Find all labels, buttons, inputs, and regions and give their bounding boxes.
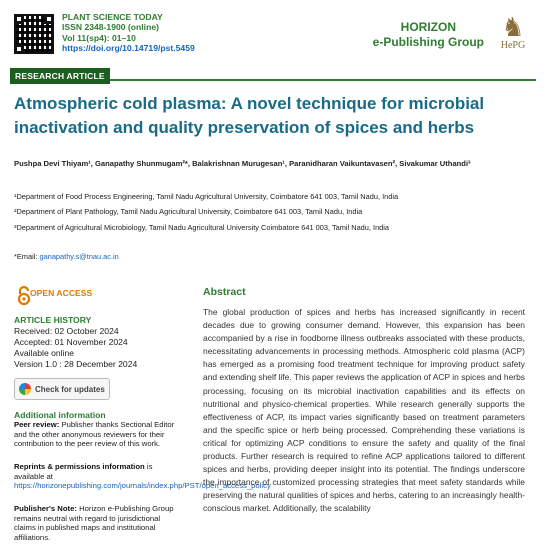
reprints-link[interactable]: https://horizonepublishing.com/journals/index.php/PST/open_access_policy: [14, 481, 271, 491]
qr-code: [14, 14, 54, 54]
author-list: Pushpa Devi Thiyam¹, Ganapathy Shunmugam²*, Balakrishnan Murugesan¹, Paranidharan Vaikuntavasen², Sivakumar Uthandi³: [14, 159, 471, 168]
crossmark-icon: [19, 383, 31, 395]
affiliation-2: ²Department of Plant Pathology, Tamil Nadu Agricultural University, Coimbatore 641 003, Tamil Nadu, India: [14, 207, 363, 216]
article-type-badge: RESEARCH ARTICLE: [10, 68, 110, 84]
abstract-body: The global production of spices and herbs has increased significantly in recent decades due to growing consumer demand. However, this expansion has been accompanied by a rise in foodborne illness outbreaks associated with these products, necessitating advancements in processing methods. Atmospheric cold plasma (ACP) has emerged as a promising food treatment technique for improving product safety and extending shelf life. This paper reviews the application of ACP in spices and herbs processing, focusing on its microbial inactivation capabilities and its effects on nutritional and physico-chemical properties. While research generally supports the effectiveness of ACP, its impact varies significantly based on treatment parameters and the specific spice or herb being processed. Comprehending these variations is critical for optimizing ACP conditions to ensure the safety and quality of the final products. Further research is required to refine ACP applications tailored to different spices and herbs, providing deeper insight into its potential. The findings underscore the importance of customized processing strategies that meet safety standards while preserving the natural qualities of spices and herbs, catering to an increasingly health-conscious market. Additionally, the scalability: [203, 307, 525, 514]
publisher-note-label: Publisher's Note:: [14, 504, 77, 513]
reprints-note: [14, 462, 271, 491]
abstract-heading: Abstract: [203, 286, 246, 298]
received-date: Received: 02 October 2024: [14, 326, 119, 336]
publisher-note: [14, 504, 184, 542]
publisher-note-text: Horizon e-Publishing Group remains neutral with regard to jurisdictional claims in published maps and institutional affiliations.: [14, 504, 174, 542]
reprints-label: Reprints & permissions information: [14, 462, 145, 471]
publisher-logo: [492, 14, 534, 51]
check-for-updates-button[interactable]: [14, 378, 110, 400]
peer-review-label: Peer review:: [14, 420, 60, 429]
publisher-line2: e-Publishing Group: [372, 35, 484, 49]
email-label: *Email:: [14, 252, 38, 261]
logo-text: HePG: [500, 40, 526, 51]
peer-review-note: [14, 420, 184, 449]
additional-info-heading: Additional information: [14, 410, 106, 420]
corresponding-email: [14, 252, 119, 261]
available-online: Available online: [14, 348, 75, 358]
publisher-name: [373, 20, 484, 50]
reprints-text: is available at: [14, 462, 153, 481]
peer-review-text: Publisher thanks Sectional Editor and the other anonymous reviewers for their contribution to the peer review of this work.: [14, 420, 175, 449]
accepted-date: Accepted: 01 November 2024: [14, 337, 128, 347]
check-for-updates-label: Check for updates: [35, 384, 105, 394]
doi-link[interactable]: https://doi.org/10.14719/pst.5459: [62, 43, 195, 54]
article-title: Atmospheric cold plasma: A novel technique for microbial inactivation and quality preservation of spices and herbs: [14, 94, 485, 137]
article-history-heading: ARTICLE HISTORY: [14, 315, 92, 325]
publisher-line1: HORIZON: [400, 20, 456, 34]
affiliation-3: ³Department of Agricultural Microbiology, Tamil Nadu Agricultural University Coimbatore 641 003, Tamil Nadu, India: [14, 223, 390, 232]
journal-name: PLANT SCIENCE TODAY: [62, 12, 163, 22]
article-history: [14, 326, 137, 370]
email-link[interactable]: ganapathy.s@tnau.ac.in: [39, 252, 119, 261]
journal-volume: Vol 11(sp4): 01–10: [62, 32, 136, 43]
journal-info: [62, 12, 195, 54]
version-date: Version 1.0 : 28 December 2024: [14, 359, 138, 369]
affiliation-1: ¹Department of Food Process Engineering, Tamil Nadu Agricultural University, Coimbatore 641 003, Tamil Nadu, India: [14, 192, 399, 201]
pegasus-icon: ♞: [501, 12, 525, 42]
journal-issn: ISSN 2348-1900 (online): [62, 22, 159, 33]
open-access-label: OPEN ACCESS: [30, 288, 93, 298]
